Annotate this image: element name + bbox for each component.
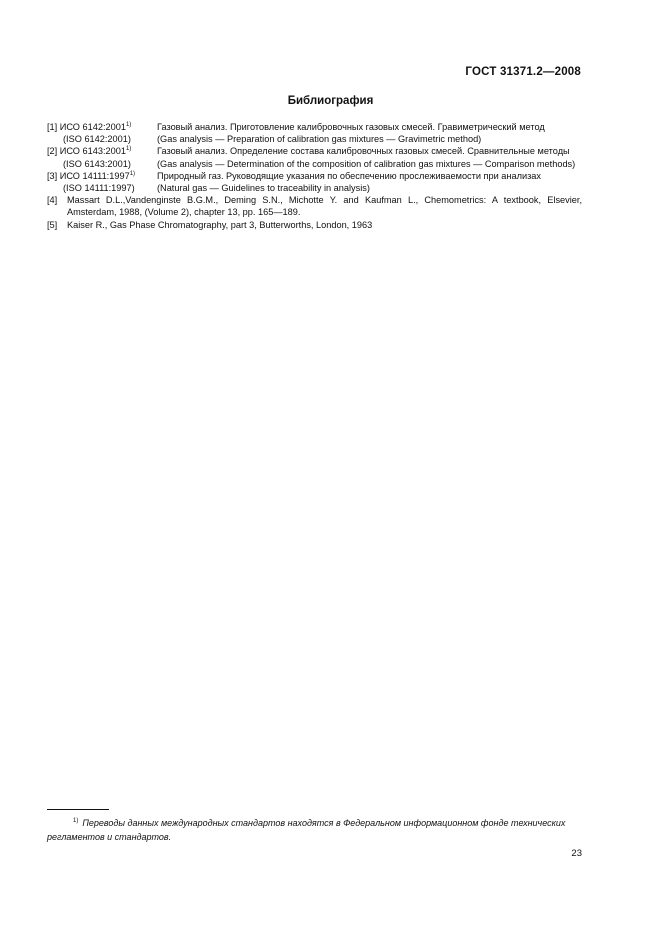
bib-ref: [4]: [47, 195, 58, 206]
bib-text: Газовый анализ. Приготовление калибровочных газовых смесей. Гравиметрический метод: [157, 122, 545, 132]
bib-entry: [47, 194, 582, 218]
footnote-mark: 1): [73, 818, 79, 824]
footnote-mark: 1): [129, 170, 136, 177]
bib-text: (Gas analysis — Determination of the composition of calibration gas mixtures — Comparison methods): [157, 158, 576, 169]
bibliography-list: [47, 121, 582, 231]
page-number: 23: [571, 848, 582, 859]
bib-entry: [47, 145, 582, 157]
bib-ref: (ISO 14111:1997): [63, 183, 135, 194]
bib-ref: (ISO 6142:2001): [63, 134, 131, 145]
bib-ref: [1] ИСО 6142:2001: [47, 122, 126, 132]
bib-text: Massart D.L.,Vandenginste B.G.M., Deming S.N., Michotte Y. and Kaufman L., Chemometrics: A textbook, Elsevier, Amsterdam, 1988, (Volume 2), chapter 13, pp. 165—189.: [67, 195, 582, 218]
bib-text: Kaiser R., Gas Phase Chromatography, part 3, Butterworths, London, 1963: [67, 219, 373, 230]
footnote-divider: [47, 809, 109, 810]
bib-ref: (ISO 6143:2001): [63, 158, 131, 169]
bib-text: Газовый анализ. Определение состава калибровочных газовых смесей. Сравнительные методы: [157, 146, 570, 157]
bib-entry: [47, 158, 582, 170]
bib-text: Природный газ. Руководящие указания по обеспечению прослеживаемости при анализах: [157, 170, 542, 181]
bib-text: (Natural gas — Guidelines to traceability in analysis): [157, 183, 370, 194]
bib-text: (Gas analysis — Preparation of calibration gas mixtures — Gravimetric method): [157, 134, 482, 145]
bib-entry: [47, 121, 582, 133]
bib-entry: [47, 133, 582, 145]
bib-ref: [2] ИСО 6143:2001: [47, 146, 126, 157]
bib-entry: [47, 182, 582, 194]
bib-entry: [47, 170, 582, 182]
document-code: ГОСТ 31371.2—2008: [465, 66, 581, 78]
bib-entry: [47, 219, 582, 231]
footnote-mark: 1): [125, 146, 132, 153]
footnote: [47, 814, 582, 844]
bib-ref: [5]: [47, 219, 58, 230]
footnote-mark: 1): [125, 121, 132, 128]
footnote-text: Переводы данных международных стандартов находятся в Федеральном информационном фонде технических регламентов и стандартов.: [47, 818, 566, 842]
bib-ref: [3] ИСО 14111:1997: [47, 170, 130, 181]
bibliography-title: Библиография: [287, 95, 374, 107]
